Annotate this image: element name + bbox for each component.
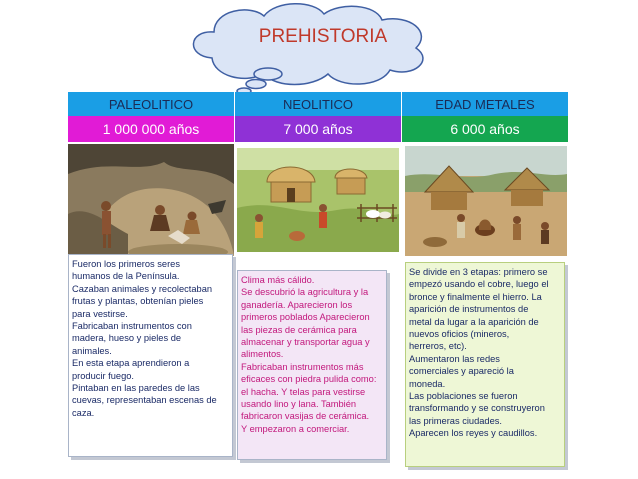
header-paleolitico: PALEOLITICO bbox=[68, 92, 235, 116]
description-line: Cazaban animales y recolectaban bbox=[72, 283, 213, 294]
description-line: usando lino y lana. También bbox=[241, 399, 357, 410]
description-line: las piezas de cerámica para bbox=[241, 324, 357, 335]
edad-metales-description bbox=[405, 262, 565, 467]
description-line: comerciales y apareció la bbox=[409, 366, 514, 377]
neolithic-village-illustration bbox=[237, 148, 399, 252]
description-line: para vestirse. bbox=[72, 308, 128, 319]
description-line: metal da lugar a la aparición de bbox=[409, 316, 539, 327]
years-edad-metales: 6 000 años bbox=[402, 116, 568, 142]
description-line: almacenar y transportar agua y bbox=[241, 337, 370, 348]
metal-age-village-illustration bbox=[405, 146, 567, 256]
description-line: ganadería. Aparecieron los bbox=[241, 299, 353, 310]
header-neolitico: NEOLITICO bbox=[235, 92, 402, 116]
description-line: madera, hueso y pieles de bbox=[72, 333, 182, 344]
description-line: humanos de la Península. bbox=[72, 271, 180, 282]
years-paleolitico: 1 000 000 años bbox=[68, 116, 235, 142]
description-line: moneda. bbox=[409, 378, 446, 389]
cave-people-illustration bbox=[68, 144, 234, 256]
description-line: frutas y plantas, obtenían pieles bbox=[72, 296, 204, 307]
description-line: Fabricaban instrumentos con bbox=[72, 321, 192, 332]
description-line: Se divide en 3 etapas: primero se bbox=[409, 267, 548, 277]
description-line: alimentos. bbox=[241, 349, 284, 360]
description-line: Aumentaron las redes bbox=[409, 353, 500, 364]
description-line: aparición de instrumentos de bbox=[409, 304, 529, 315]
description-line: empezó usando el cobre, luego el bbox=[409, 279, 549, 290]
description-line: el hacha. Y telas para vestirse bbox=[241, 386, 366, 397]
period-years-row bbox=[68, 116, 568, 142]
paleolitico-description bbox=[68, 254, 233, 457]
description-line: nuevos oficios (mineros, bbox=[409, 329, 510, 340]
header-edad-metales: EDAD METALES bbox=[402, 92, 568, 116]
description-line: cuevas, representaban escenas de bbox=[72, 395, 217, 406]
description-line: herreros, etc). bbox=[409, 341, 467, 352]
description-line: Pintaban en las paredes de las bbox=[72, 383, 200, 394]
description-line: Las poblaciones se fueron bbox=[409, 391, 518, 402]
description-line: Se descubrió la agricultura y la bbox=[241, 287, 369, 298]
period-header-row bbox=[68, 92, 568, 116]
description-line: En esta etapa aprendieron a bbox=[72, 358, 190, 369]
description-line: eficaces con piedra pulida como: bbox=[241, 374, 377, 385]
description-line: bronce y finalmente el hierro. La bbox=[409, 291, 542, 302]
description-line: primeros poblados Aparecieron bbox=[241, 312, 370, 323]
page-title: PREHISTORIA bbox=[258, 26, 388, 47]
description-line: producir fuego. bbox=[72, 370, 135, 381]
description-line: transformando y se construyeron bbox=[409, 403, 545, 414]
description-line: animales. bbox=[72, 345, 112, 356]
description-line: Fueron los primeros seres bbox=[72, 259, 180, 269]
description-line: Fabricaban instrumentos más bbox=[241, 361, 364, 372]
description-line: las primeras ciudades. bbox=[409, 415, 503, 426]
description-line: fabricaron vasijas de cerámica. bbox=[241, 411, 370, 422]
description-line: caza. bbox=[72, 407, 95, 418]
years-neolitico: 7 000 años bbox=[235, 116, 402, 142]
description-line: Y empezaron a comerciar. bbox=[241, 423, 350, 434]
description-line: Aparecen los reyes y caudillos. bbox=[409, 428, 538, 439]
neolitico-description bbox=[237, 270, 387, 460]
description-line: Clima más cálido. bbox=[241, 275, 315, 285]
